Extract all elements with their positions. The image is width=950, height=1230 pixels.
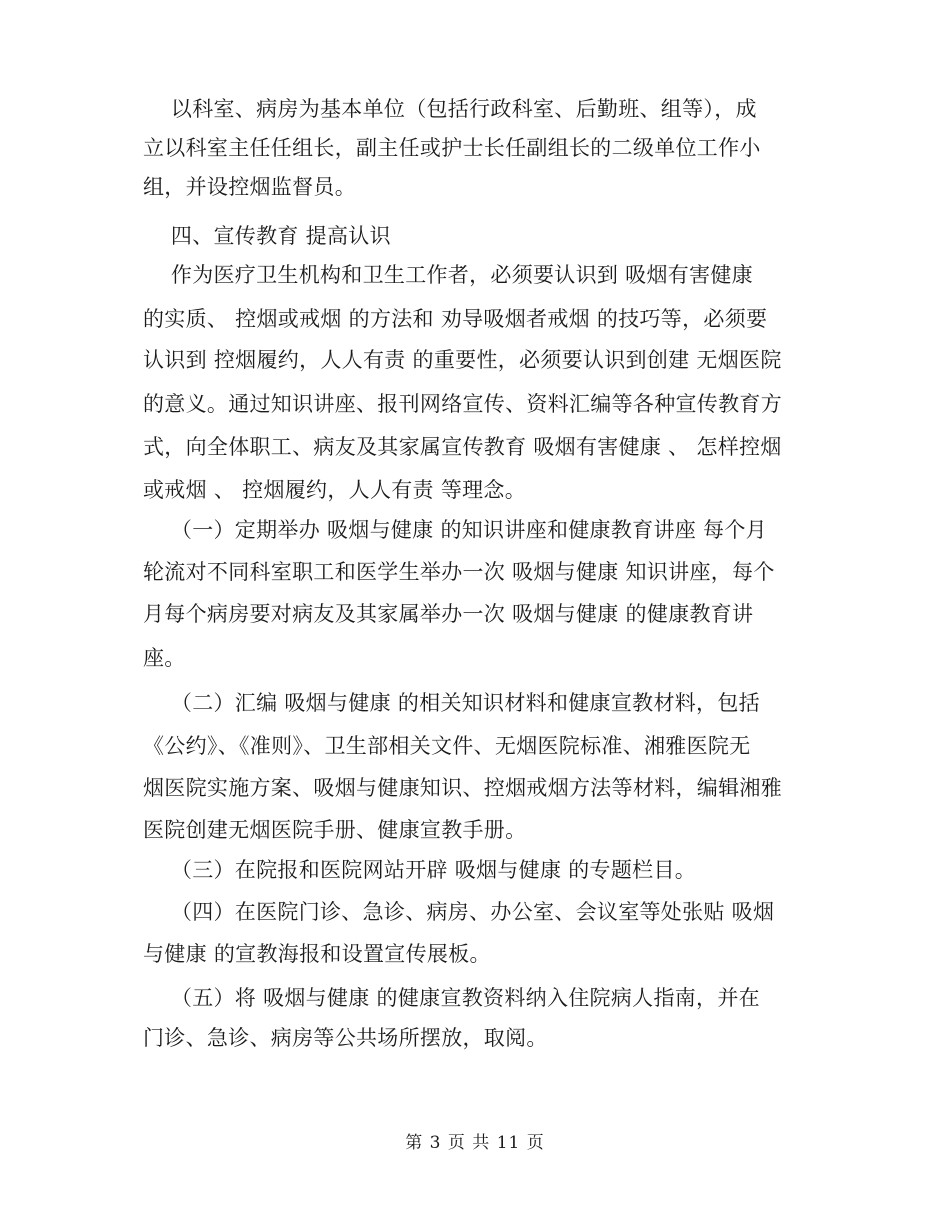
body-line: 式，向全体职工、病友及其家属宣传教育 吸烟有害健康 、 怎样控烟 [143,435,782,459]
body-line: 月每个病房要对病友及其家属举办一次 吸烟与健康 的健康教育讲 [143,602,754,626]
body-line: 作为医疗卫生机构和卫生工作者，必须要认识到 吸烟有害健康 [143,263,753,287]
body-line: （四）在医院门诊、急诊、病房、办公室、会议室等处张贴 吸烟 [143,900,775,924]
body-line: 医院创建无烟医院手册、健康宣教手册。 [143,818,527,842]
body-line: 轮流对不同科室职工和医学生举办一次 吸烟与健康 知识讲座，每个 [143,560,775,584]
body-line: （二）汇编 吸烟与健康 的相关知识材料和健康宣教材料，包括 [143,691,760,715]
body-line: （五）将 吸烟与健康 的健康宣教资料纳入住院病人指南，并在 [143,986,760,1010]
body-line: 的意义。通过知识讲座、报刊网络宣传、资料汇编等各种宣传教育方 [143,392,782,416]
body-line: 组，并设控烟监督员。 [143,175,356,199]
body-line: 座。 [143,646,186,670]
page-number: 第 3 页 共 11 页 [405,1133,545,1153]
body-line: （一）定期举办 吸烟与健康 的知识讲座和健康教育讲座 每个月 [143,518,767,542]
body-line: 或戒烟 、 控烟履约，人人有责 等理念。 [143,478,527,502]
section-heading: 四、宣传教育 提高认识 [143,224,391,248]
body-line: 与健康 的宣教海报和设置宣传展板。 [143,942,491,966]
body-line: （三）在院报和医院网站开辟 吸烟与健康 的专题栏目。 [143,858,697,882]
body-line: 门诊、急诊、病房等公共场所摆放，取阅。 [143,1026,548,1050]
body-line: 《公约》、《准则》、卫生部相关文件、无烟医院标准、湘雅医院无 [143,734,751,758]
body-line: 以科室、病房为基本单位（包括行政科室、后勤班、组等），成 [143,97,757,121]
body-line: 烟医院实施方案、吸烟与健康知识、控烟戒烟方法等材料，编辑湘雅 [143,776,782,800]
body-line: 认识到 控烟履约，人人有责 的重要性，必须要认识到创建 无烟医院 [143,348,782,372]
body-line: 的实质、 控烟或戒烟 的方法和 劝导吸烟者戒烟 的技巧等，必须要 [143,307,768,331]
body-line: 立以科室主任任组长，副主任或护士长任副组长的二级单位工作小 [143,136,761,160]
